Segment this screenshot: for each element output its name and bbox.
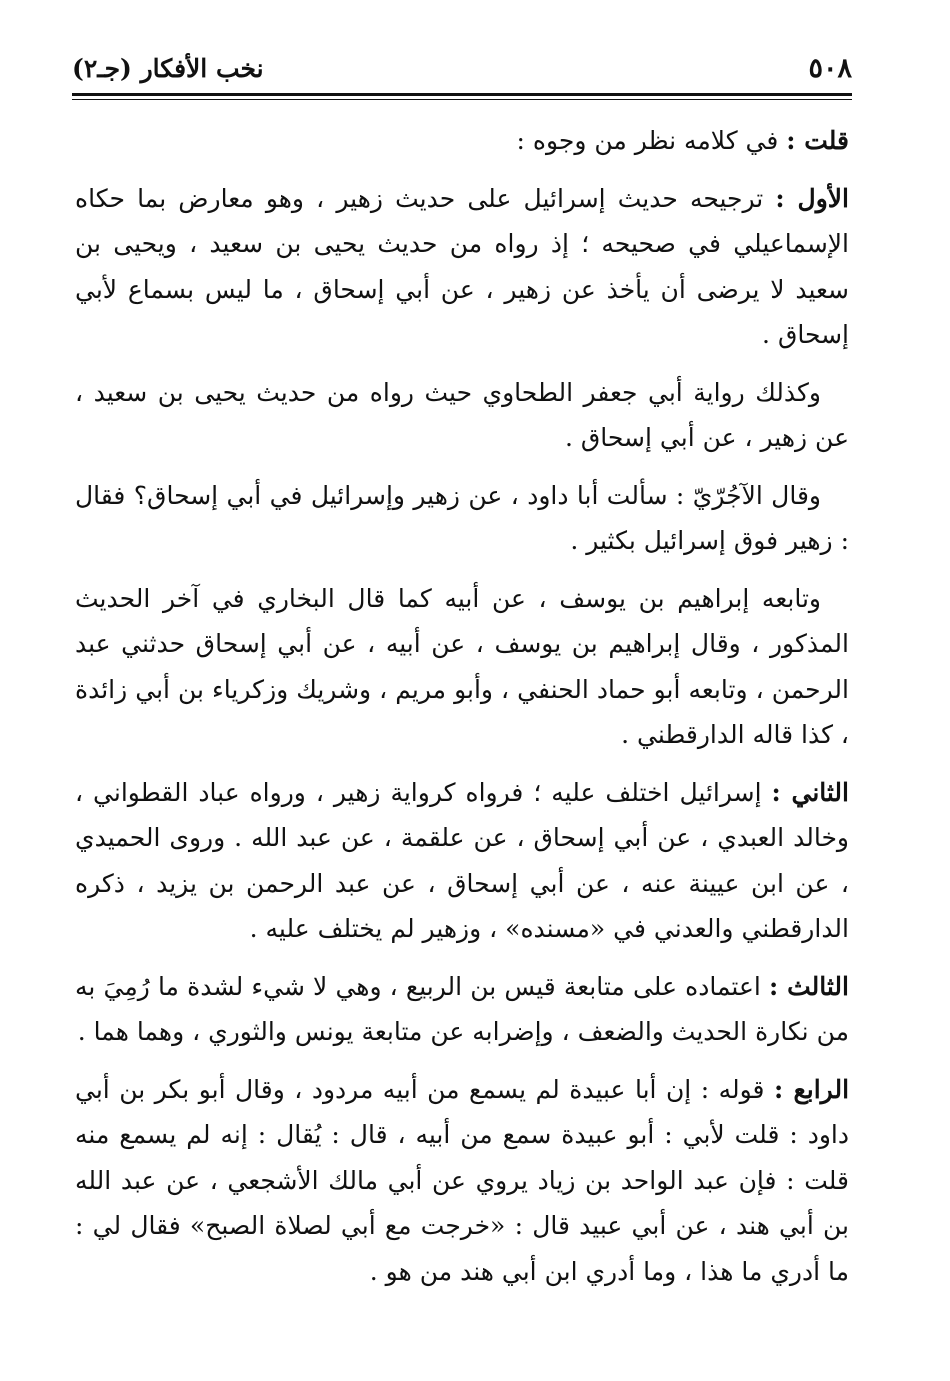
paragraph-lead: الأول : [775, 183, 849, 213]
paragraph-ajurri [75, 473, 849, 564]
paragraph-lead: قلت : [786, 126, 849, 155]
main-text [75, 118, 849, 1306]
paragraph-tahawi [75, 370, 849, 461]
page-number: ٥٠٨ [808, 53, 852, 84]
paragraph-first-point [75, 176, 849, 358]
paragraph-text: وتابعه إبراهيم بن يوسف ، عن أبيه كما قال البخاري في آخر الحديث المذكور ، وقال إبراهيم بن يوسف ، عن أبيه ، عن أبي إسحاق حدثني عبد الرحمن ، وتابعه أبو حماد الحنفي ، وأبو مريم ، وشريك وزكرياء بن أبي زائدة ، كذا قاله الدارقطني . [75, 583, 849, 749]
paragraph-ibrahim [75, 576, 849, 758]
paragraph-text: اعتماده على متابعة قيس بن الربيع ، وهي لا شيء لشدة ما رُمِيَ به من نكارة الحديث والضعف ، وإضرابه عن متابعة يونس والثوري ، وهما هما . [75, 971, 849, 1046]
paragraph-third-point [75, 964, 849, 1055]
running-header [72, 50, 852, 92]
paragraph-second-point [75, 770, 849, 952]
paragraph-text: ترجيحه حديث إسرائيل على حديث زهير ، وهو معارض بما حكاه الإسماعيلي في صحيحه ؛ إذ رواه من حديث يحيى بن سعيد ، ويحيى بن سعيد لا يرضى أن يأخذ عن زهير ، عن أبي إسحاق ، ما ليس بسماع لأبي إسحاق . [75, 183, 849, 349]
paragraph-text: في كلامه نظر من وجوه : [516, 126, 787, 155]
paragraph-fourth-point [75, 1067, 849, 1295]
header-rule-thick [72, 93, 852, 96]
paragraph-lead: الثاني : [771, 777, 849, 807]
paragraph-text: وكذلك رواية أبي جعفر الطحاوي حيث رواه من حديث يحيى بن سعيد ، عن زهير ، عن أبي إسحاق . [75, 377, 849, 452]
header-rule-thin [72, 99, 852, 100]
paragraph-lead: الثالث : [768, 971, 849, 1001]
book-title: نخب الأفكار (جـ٢) [72, 54, 264, 83]
paragraph-text: قوله : إن أبا عبيدة لم يسمع من أبيه مردود ، وقال أبو بكر بن أبي داود : قلت لأبي : أبو عبيدة سمع من أبيه ، قال : يُقال : إنه لم يسمع منه قلت : فإن عبد الواحد بن زياد يروي عن أبي مالك الأشجعي ، عن عبد الله بن أبي هند ، عن أبي عبيد قال : «خرجت مع أبي لصلاة الصبح» فقال لي : ما أدري ما هذا ، وما أدري ابن أبي هند من هو . [75, 1074, 849, 1286]
paragraph-text: وقال الآجُرّيّ : سألت أبا داود ، عن زهير وإسرائيل في أبي إسحاق؟ فقال : زهير فوق إسرائيل بكثير . [75, 480, 849, 555]
paragraph-lead: الرابع : [773, 1074, 850, 1104]
paragraph-intro [75, 118, 849, 164]
paragraph-text: إسرائيل اختلف عليه ؛ فرواه كرواية زهير ، ورواه عباد القطواني ، وخالد العبدي ، عن أبي إسحاق ، عن علقمة ، عن عبد الله . وروى الحميدي ، عن ابن عيينة عنه ، عن أبي إسحاق ، عن عبد الرحمن بن يزيد ، ذكره الدارقطني والعدني في «مسنده» ، وزهير لم يختلف عليه . [75, 777, 849, 943]
